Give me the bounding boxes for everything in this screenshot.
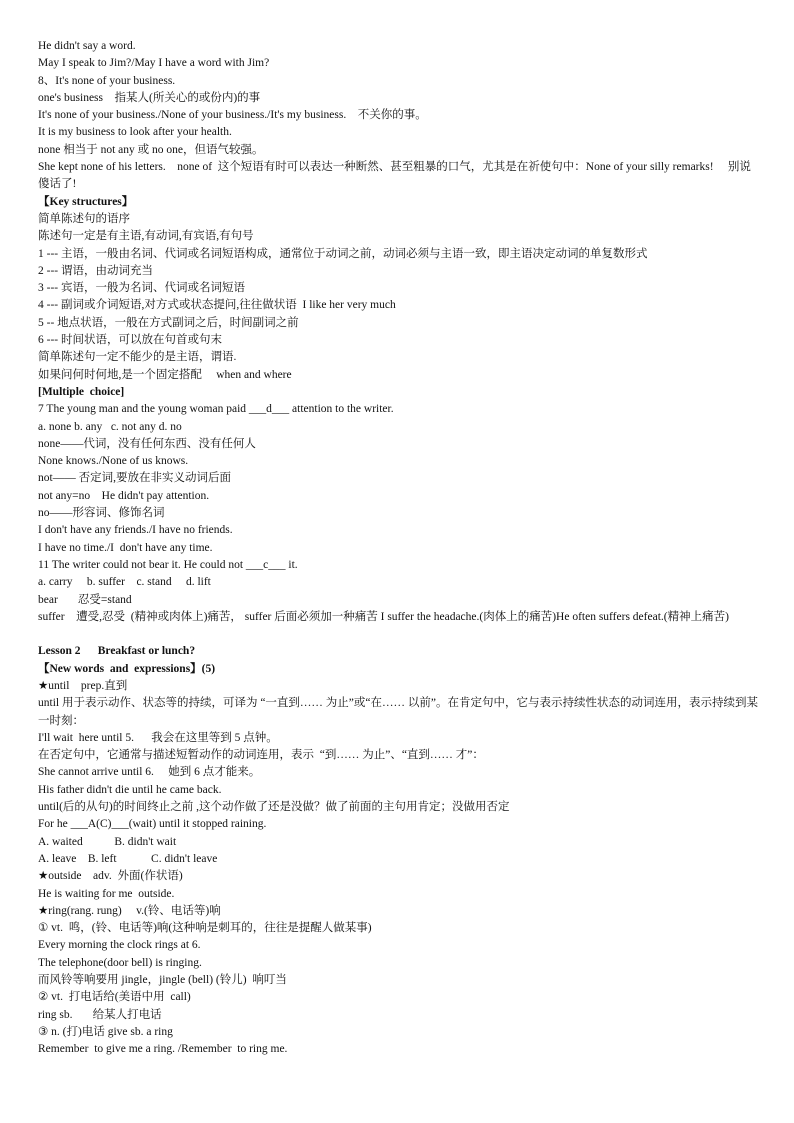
text-line: I don't have any friends./I have no friends.	[38, 524, 233, 537]
text-line: none 相当于 not any 或 no one，但语气较强。	[38, 143, 264, 156]
text-line: 11 The writer could not bear it. He could not ___c___ it.	[38, 558, 298, 571]
text-line: His father didn't die until he came back.	[38, 783, 222, 796]
text-line: For he ___A(C)___(wait) until it stopped raining.	[38, 818, 267, 831]
text-line: ① vt. 鸣，(铃、电话等)响(这种响是刺耳的，往往是提醒人做某事)	[38, 922, 372, 935]
text-line: 8、It's none of your business.	[38, 74, 176, 87]
text-line: He didn't say a word.	[38, 40, 136, 52]
text-line: ring sb. 给某人打电话	[38, 1008, 162, 1021]
text-line: 4 --- 副词或介词短语,对方式或状态提问,往往做状语 I like her very much	[38, 299, 396, 312]
text-line: 如果问何时何地,是一个固定搭配 when and where	[38, 368, 292, 381]
text-line: ③ n. (打)电话 give sb. a ring	[38, 1025, 173, 1038]
text-line: until(后的从句)的时间终止之前 ,这个动作做了还是没做？做了前面的主句用肯定；没做用否定	[38, 801, 510, 814]
text-line: She cannot arrive until 6. 她到 6 点才能来。	[38, 766, 261, 779]
text-line: 简单陈述句一定不能少的是主语，谓语.	[38, 351, 237, 364]
text-line: bear 忍受=stand	[38, 593, 132, 606]
text-line: a. none b. any c. not any d. no	[38, 420, 182, 433]
text-line: May I speak to Jim?/May I have a word with Jim?	[38, 57, 270, 70]
text-line: ★outside adv. 外面(作状语)	[38, 870, 183, 883]
text-line: 在否定句中，它通常与描述短暂动作的动词连用，表示 “到…… 为止”、“直到…… 才”：	[38, 749, 484, 762]
text-line: It is my business to look after your health.	[38, 126, 232, 139]
text-line: A. waited B. didn't wait	[38, 835, 177, 848]
heading-line: [Multiple choice]	[38, 385, 125, 398]
text-line: ★until prep.直到	[38, 679, 128, 692]
text-line: one's business 指某人(所关心的或份内)的事	[38, 91, 261, 104]
text-line: suffer 遭受,忍受 (精神或肉体上)痛苦， suffer 后面必须加一种痛苦 I suffer the headache.(肉体上的痛苦)He often suffers defeat.(精神上痛苦)	[38, 610, 729, 623]
text-line: none——代词，没有任何东西、没有任何人	[38, 437, 256, 450]
text-line: 简单陈述句的语序	[38, 212, 130, 225]
text-line: 陈述句一定是有主语,有动词,有宾语,有句号	[38, 230, 254, 243]
text-line: She kept none of his letters. none of 这个短语有时可以表达一种断然、甚至粗暴的口气，尤其是在祈使句中：None of your silly remarks! 别说傻话了!	[38, 161, 751, 191]
text-line: a. carry b. suffer c. stand d. lift	[38, 576, 211, 589]
text-line: Remember to give me a ring. /Remember to ring me.	[38, 1043, 288, 1056]
text-line: not—— 否定词,要放在非实义动词后面	[38, 472, 231, 485]
text-line: I'll wait here until 5. 我会在这里等到 5 点钟。	[38, 731, 278, 744]
text-line: 3 --- 宾语，一般为名词、代词或名词短语	[38, 282, 245, 295]
text-line: ★ring(rang. rung) v.(铃、电话等)响	[38, 904, 221, 917]
text-line: until 用于表示动作、状态等的持续，可译为 “一直到…… 为止”或“在…… 以前”。在肯定句中，它与表示持续性状态的动词连用，表示持续到某一时刻：	[38, 697, 758, 727]
text-line: 7 The young man and the young woman paid ___d___ attention to the writer.	[38, 403, 394, 416]
text-line: 1 --- 主语，一般由名词、代词或名词短语构成，通常位于动词之前，动词必须与主语一致，即主语决定动词的单复数形式	[38, 247, 648, 260]
heading-line: 【New words and expressions】(5)	[38, 662, 216, 675]
heading-line: Lesson 2 Breakfast or lunch?	[38, 645, 196, 658]
text-line: 6 --- 时间状语，可以放在句首或句末	[38, 334, 222, 347]
text-line: 5 -- 地点状语，一般在方式副词之后，时间副词之前	[38, 316, 299, 329]
text-line: The telephone(door bell) is ringing.	[38, 956, 202, 969]
document-page	[38, 38, 760, 1059]
text-line: None knows./None of us knows.	[38, 455, 189, 468]
text-line: ② vt. 打电话给(美语中用 call)	[38, 991, 191, 1004]
text-line: It's none of your business./None of your business./It's my business. 不关你的事。	[38, 109, 427, 122]
text-line: I have no time./I don't have any time.	[38, 541, 213, 554]
heading-line: 【Key structures】	[38, 195, 134, 208]
text-line: 2 --- 谓语，由动词充当	[38, 264, 153, 277]
blank-line	[38, 626, 760, 643]
text-line: 而风铃等响要用 jingle，jingle (bell) (铃儿) 响叮当	[38, 974, 287, 987]
text-line: A. leave B. left C. didn't leave	[38, 852, 218, 865]
text-line: Every morning the clock rings at 6.	[38, 939, 201, 952]
text-line: no——形容词、修饰名词	[38, 507, 165, 520]
text-line: He is waiting for me outside.	[38, 887, 175, 900]
text-line: not any=no He didn't pay attention.	[38, 489, 210, 502]
